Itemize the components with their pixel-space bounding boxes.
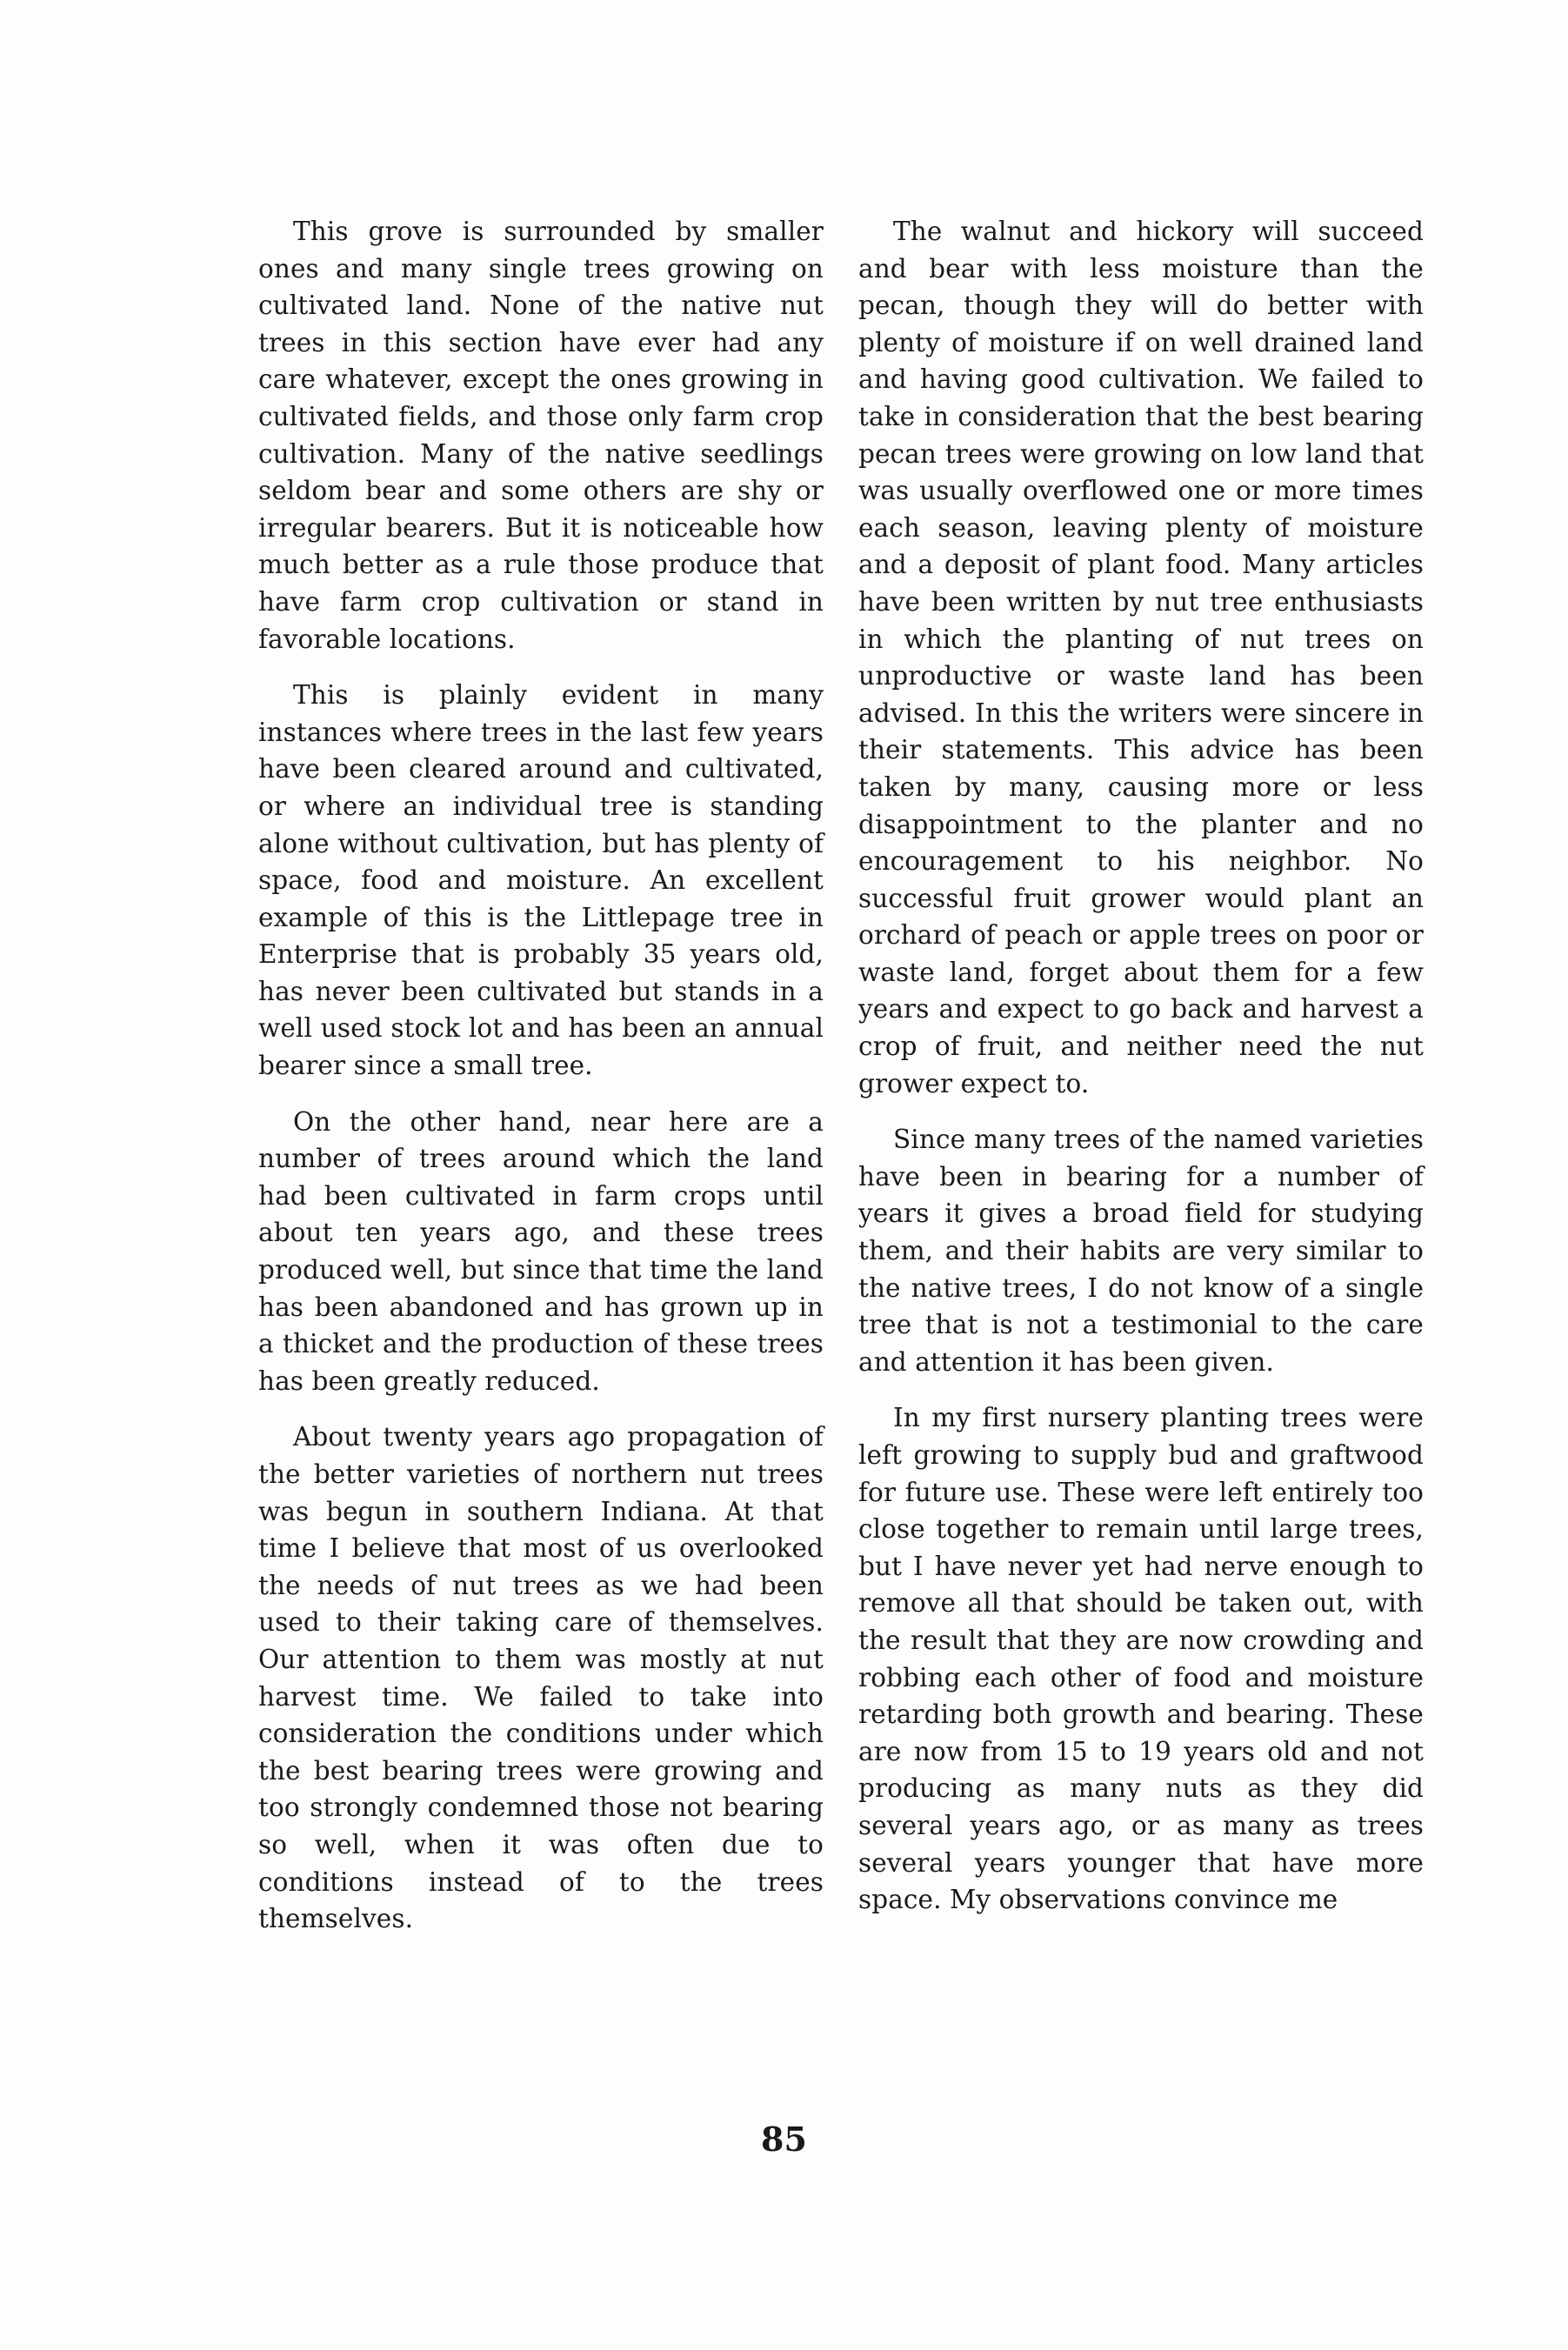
- right-column: [858, 213, 1424, 1938]
- paragraph: This grove is surrounded by smaller ones and many single trees growing on cultivated land. None of the native nut trees in this section have ever had any care whatever, except the ones growing in cultivated fields, and those only farm crop cultivation. Many of the native seedlings seldom bear and some others are shy or irregular bearers. But it is noticeable how much better as a rule those produce that have farm crop cultivation or stand in favorable locations.: [258, 217, 824, 654]
- paragraph: In my first nursery planting trees were left growing to supply bud and graftwood for future use. These were left entirely too close together to remain until large trees, but I have never yet had nerve enough to remove all that should be taken out, with the result that they are now crowding and robbing each other of food and moisture retarding both growth and bearing. These are now from 15 to 19 years old and not producing as many nuts as they did several years ago, or as many as trees several years younger that have more space. My observations convince me: [858, 1403, 1424, 1915]
- paragraph: This is plainly evident in many instances where trees in the last few years have been cleared around and cultivated, or where an individual tree is standing alone without cultivation, but has plenty of space, food and moisture. An excellent example of this is the Littlepage tree in Enterprise that is probably 35 years old, has never been cultivated but stands in a well used stock lot and has been an annual bearer since a small tree.: [258, 680, 824, 1081]
- paragraph: Since many trees of the named varieties have been in bearing for a number of years it gives a broad field for studying them, and their habits are very similar to the native trees, I do not know of a single tree that is not a testimonial to the care and attention it has been given.: [858, 1125, 1424, 1377]
- page-number: 85: [761, 2120, 807, 2159]
- paragraph: About twenty years ago propagation of the better varieties of northern nut trees was begun in southern Indiana. At that time I believe that most of us overlooked the needs of nut trees as we had been used to their taking care of themselves. Our attention to them was mostly at nut harvest time. We failed to take into consideration the conditions under which the best bearing trees were growing and too strongly condemned those not bearing so well, when it was often due to conditions instead of to the trees themselves.: [258, 1422, 824, 1934]
- paragraph: On the other hand, near here are a number of trees around which the land had been cultivated in farm crops until about ten years ago, and these trees produced well, but since that time the land has been abandoned and has grown up in a thicket and the production of these trees has been greatly reduced.: [258, 1106, 824, 1396]
- paragraph: The walnut and hickory will succeed and bear with less moisture than the pecan, though they will do better with plenty of moisture if on well drained land and having good cultivation. We failed to take in consideration that the best bearing pecan trees were growing on low land that was usually overflowed one or more times each season, leaving plenty of moisture and a deposit of plant food. Many articles have been written by nut tree enthusiasts in which the planting of nut trees on unproductive or waste land has been advised. In this the writers were sincere in their statements. This advice has been taken by many, causing more or less disappointment to the planter and no encouragement to his neighbor. No successful fruit grower would plant an orchard of peach or apple trees on poor or waste land, forget about them for a few years and expect to go back and harvest a crop of fruit, and neither need the nut grower expect to.: [858, 217, 1424, 1098]
- left-column: [258, 213, 824, 1957]
